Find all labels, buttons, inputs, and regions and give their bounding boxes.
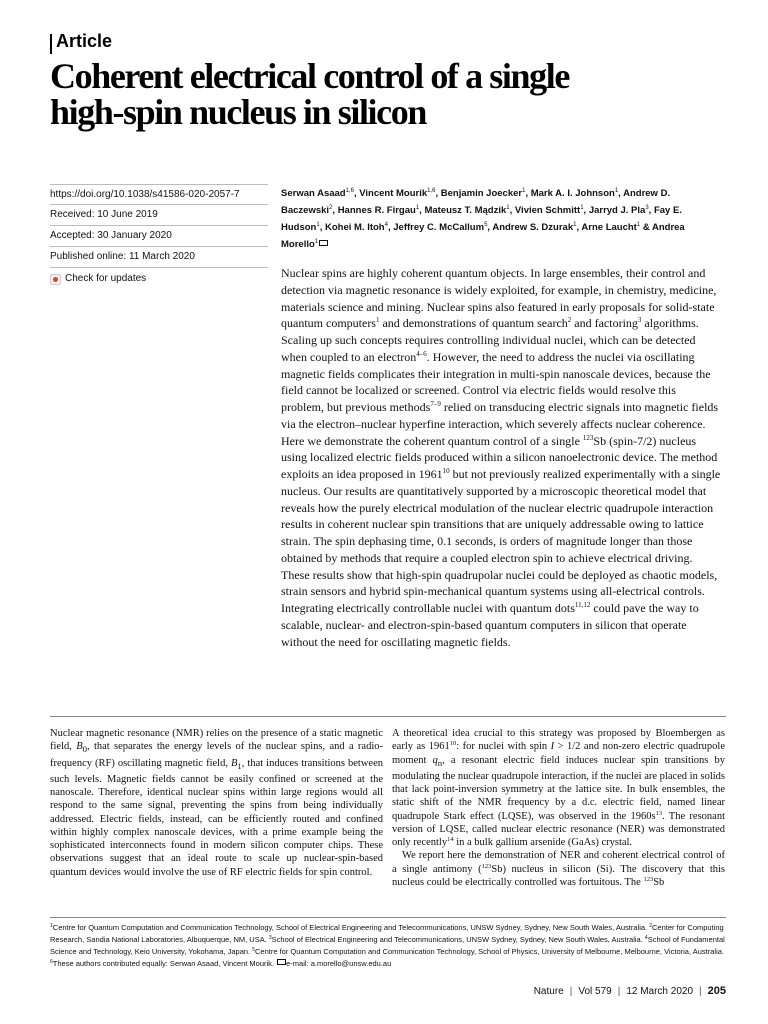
aff-mark: 3 <box>268 935 272 941</box>
author-separator: , <box>618 188 624 199</box>
footer-separator: | <box>617 986 621 997</box>
section-divider <box>50 716 726 717</box>
body-seg: Sb <box>653 876 665 888</box>
affiliation: These authors contributed equally: Serwan Asaad, Vincent Mourik. <box>52 959 277 968</box>
issue-date: 12 March 2020 <box>626 986 694 997</box>
author-separator: , <box>387 222 394 233</box>
isotope-mark: 123 <box>643 875 654 883</box>
ref-mark[interactable]: 7–9 <box>430 400 441 408</box>
author-affiliation: 1,6 <box>427 188 436 194</box>
author-name[interactable]: Vincent Mourik <box>359 188 428 199</box>
crossmark-icon <box>50 274 61 285</box>
author-name[interactable]: Benjamin Joecker <box>440 188 523 199</box>
body-column-left <box>50 727 383 879</box>
author-name[interactable]: Andrew S. Dzurak <box>492 222 574 233</box>
author-separator: , <box>435 188 441 199</box>
page-footer <box>534 985 726 997</box>
symbol: B <box>76 741 83 753</box>
section-rule <box>50 34 52 54</box>
author-separator: , <box>487 222 493 233</box>
symbol-sub: n <box>437 757 443 768</box>
journal-volume: Vol 579 <box>578 986 612 997</box>
author-name[interactable]: Andrea Morello <box>281 222 685 250</box>
affiliation: Centre for Quantum Computation and Communication Technology, School of Electrical Engineering and Telecommunications, UNSW Sydney, Sydney, New South Wales, Australia. <box>52 923 650 932</box>
received-date: Received: 10 June 2019 <box>50 205 268 226</box>
body-paragraph <box>50 727 383 879</box>
envelope-icon <box>277 959 286 965</box>
author-separator: , <box>353 188 360 199</box>
author-affiliation: 1 <box>522 188 526 194</box>
body-seg: A theoretical idea crucial to this strategy was proposed by Bloembergen as early as 1961 <box>392 728 725 753</box>
author-separator: , <box>576 222 582 233</box>
affiliation: Center for Computing Research, Sandia National Laboratories, Albuquerque, NM, USA. <box>50 923 724 944</box>
abstract-seg: Sb (spin-7/2) nucleus using localized electric fields produced within a silicon nanoelectronic device. The method exploits an idea proposed in 1961 <box>281 433 718 481</box>
author-affiliation: 1 <box>573 222 577 228</box>
author-name[interactable]: Mark A. I. Johnson <box>530 188 615 199</box>
author-name[interactable]: Jeffrey C. McCallum <box>393 222 485 233</box>
check-updates-label[interactable]: Check for updates <box>65 273 147 284</box>
ref-mark[interactable]: 13 <box>655 809 663 817</box>
body-column-right <box>392 727 725 889</box>
body-seg: , that separates the energy levels of the nuclear spins, and a radio-frequency (RF) oscillating magnetic field, <box>50 741 383 769</box>
ref-mark[interactable]: 14 <box>447 836 454 844</box>
body-seg: : for nuclei with spin <box>456 741 551 753</box>
author-name[interactable]: Serwan Asaad <box>281 188 346 199</box>
author-affiliation: 2 <box>329 205 333 211</box>
ref-mark[interactable]: 10 <box>449 740 457 748</box>
envelope-icon[interactable] <box>319 240 328 246</box>
symbol: I <box>550 741 555 753</box>
aff-mark: 1 <box>50 923 53 929</box>
abstract-seg: . However, the need to address the nuclei via oscillating magnetic fields complicates their integration in multi-spin nanoscale devices, because the field cannot be localized or screened. Control via electric fields would resolve this problem, but previous methods <box>281 349 711 414</box>
author-separator: , <box>648 205 654 216</box>
body-seg: in a bulk gallium arsenide (GaAs) crystal. <box>453 837 633 849</box>
author-affiliation: 1 <box>314 239 319 245</box>
author-separator: , <box>525 188 531 199</box>
abstract-seg: and demonstrations of quantum search <box>379 316 568 331</box>
author-name[interactable]: Andrew D. Baczewski <box>281 188 671 216</box>
ref-mark[interactable]: 10 <box>442 467 450 475</box>
author-separator: , <box>583 205 589 216</box>
ref-mark[interactable]: 2 <box>567 316 572 325</box>
footer-separator: | <box>699 986 702 997</box>
body-seg: . The resonant version of LQSE, called nuclear electric resonance (NER) was demonstrated only recently <box>392 810 725 849</box>
body-paragraph <box>392 849 725 889</box>
article-title <box>50 58 740 130</box>
ref-mark[interactable]: 11,12 <box>574 601 591 609</box>
doi-link[interactable]: https://doi.org/10.1038/s41586-020-2057-7 <box>50 184 268 205</box>
author-affiliation: 1 <box>415 205 420 211</box>
author-name[interactable]: Arne Laucht <box>581 222 637 233</box>
isotope-mark: 123 <box>481 862 492 870</box>
symbol-sub: 0 <box>82 744 87 755</box>
body-paragraph <box>392 727 725 849</box>
author-affiliation: 1 <box>316 222 320 228</box>
body-seg: Sb) nucleus in silicon (Si). The discovery that this nucleus could be electrically controlled was fortuitous. The <box>392 863 725 888</box>
body-seg: We report here the demonstration of NER and coherent electrical control of a single antimony ( <box>392 850 725 875</box>
author-name[interactable]: Vivien Schmitt <box>514 205 581 216</box>
ref-mark[interactable]: 1 <box>375 316 380 325</box>
aff-mark: 4 <box>644 935 648 941</box>
affiliation: School of Electrical Engineering and Telecommunications, UNSW Sydney, Sydney, New South Wales, Australia. <box>271 935 645 944</box>
ref-mark[interactable]: 4–6 <box>416 349 427 358</box>
author-name[interactable]: Hannes R. Firgau <box>337 205 416 216</box>
contact-email[interactable]: e-mail: a.morello@unsw.edu.au <box>286 959 392 968</box>
abstract <box>281 265 721 650</box>
author-affiliation: 1 <box>614 188 619 194</box>
author-affiliation: 1 <box>506 205 510 211</box>
author-name[interactable]: Mateusz T. Mądzik <box>424 205 507 216</box>
abstract-seg: could pave the way to scalable, nuclear- and electron-spin-based quantum computers in silicon that operate without the need for oscillating magnetic fields. <box>281 601 699 649</box>
author-separator: , <box>319 222 325 233</box>
abstract-text <box>281 265 721 650</box>
author-name[interactable]: Jarryd J. Pla <box>588 205 646 216</box>
author-affiliation: 1 <box>580 205 584 211</box>
author-separator: & <box>640 222 652 233</box>
aff-mark: 2 <box>649 923 652 929</box>
symbol-sub: 1 <box>237 760 242 771</box>
aff-mark: 5 <box>252 947 255 953</box>
author-affiliation: 4 <box>384 222 388 228</box>
author-affiliation: 3 <box>645 205 649 211</box>
author-affiliation: 1,6 <box>345 188 354 194</box>
author-name[interactable]: Kohei M. Itoh <box>324 222 385 233</box>
journal-name: Nature <box>533 986 564 997</box>
isotope-mark: 123 <box>582 433 594 442</box>
affiliation: Centre for Quantum Computation and Communication Technology, School of Physics, University of Melbourne, Melbourne, Victoria, Australia. <box>255 947 724 956</box>
author-separator: , <box>509 205 515 216</box>
aff-mark: 6 <box>50 959 53 965</box>
author-affiliation: 5 <box>484 222 488 228</box>
published-date: Published online: 11 March 2020 <box>50 247 268 268</box>
affiliation: School of Fundamental Science and Technology, Keio University, Yokohama, Japan. <box>50 935 725 956</box>
author-list <box>281 184 721 252</box>
abstract-seg: and factoring <box>571 316 638 331</box>
abstract-seg: but not previously realized experimentally with a single nucleus. Our results are quantitatively supported by a microscopic theoretical model that reveals how the purely electrical modulation of the nuclear electric quadrupole interaction results in coherent nuclear spin transitions that are uniquely addressable owing to lattice strain. The spin dephasing time, 0.1 seconds, is orders of magnitude longer than those obtained by methods that require a coupled electron spin to achieve electrical driving. These results show that high-spin quadrupolar nuclei could be deployed as chaotic models, strain sensors and hybrid spin-mechanical quantum systems using all-electrical controls. Integrating electrically controllable nuclei with quantum dots <box>281 467 721 615</box>
abstract-seg: relied on transducing electric signals into magnetic fields via the electron–nuclear hyperfine interaction, which severely affects nuclear coherence. Here we demonstrate the coherent quantum control of a single <box>281 400 719 448</box>
body-seg: , that induces transitions between such levels. Magnetic fields cannot be easily confined or screened at the nanoscale. Therefore, identical nuclear spins within large regions would all respond to the same signal, preventing the spins from being individually addressed. Electric fields, instead, can be efficiently routed and confined within highly complex nanoscale devices, with a prime example being the sophisticated interconnects found in modern silicon computer chips. These observations suggest that an ideal route to scale up nuclear-spin-based quantum devices would involve the use of RF electric fields for spin control. <box>50 757 383 878</box>
symbol: q <box>432 754 438 766</box>
affiliations-footnote <box>50 917 726 970</box>
title-line-1: Coherent electrical control of a single <box>50 56 569 96</box>
title-line-2: high-spin nucleus in silicon <box>50 92 426 132</box>
ref-mark[interactable]: 3 <box>637 316 642 325</box>
abstract-seg: algorithms. Scaling up such concepts requires controlling individual nuclei, which can be detected when coupled to an electron <box>281 316 699 364</box>
page-number: 205 <box>707 985 726 997</box>
body-seg: > 1/2 and non-zero electric quadrupole moment <box>392 741 725 766</box>
author-separator: , <box>332 205 338 216</box>
abstract-seg: Nuclear spins are highly coherent quantum objects. In large ensembles, their control and detection via magnetic resonance is widely exploited, for example, in chemistry, medicine, materials science and mining. Nuclear spins also featured in early proposals for solid-state quantum computers <box>281 266 717 331</box>
body-seg: Nuclear magnetic resonance (NMR) relies on the presence of a static magnetic field, <box>50 728 383 753</box>
check-updates-button[interactable] <box>50 268 268 289</box>
accepted-date: Accepted: 30 January 2020 <box>50 226 268 247</box>
section-label: Article <box>56 31 113 51</box>
symbol: B <box>230 757 238 769</box>
author-name[interactable]: Fay E. Hudson <box>281 205 682 233</box>
author-separator: , <box>419 205 425 216</box>
footer-separator: | <box>569 986 573 997</box>
article-meta <box>50 184 268 289</box>
body-seg: , a resonant electric field induces nuclear spin transitions by modulating the nuclear quadrupole interaction, if the nuclei are placed in solids that lack point-inversion symmetry at the lattice site. In bulk ensembles, the static shift of the NMR frequency by a d.c. electric field, named linear quadrupole Stark effect (LQSE), was observed in the 1960s <box>392 754 725 822</box>
author-affiliation: 1 <box>636 222 641 228</box>
